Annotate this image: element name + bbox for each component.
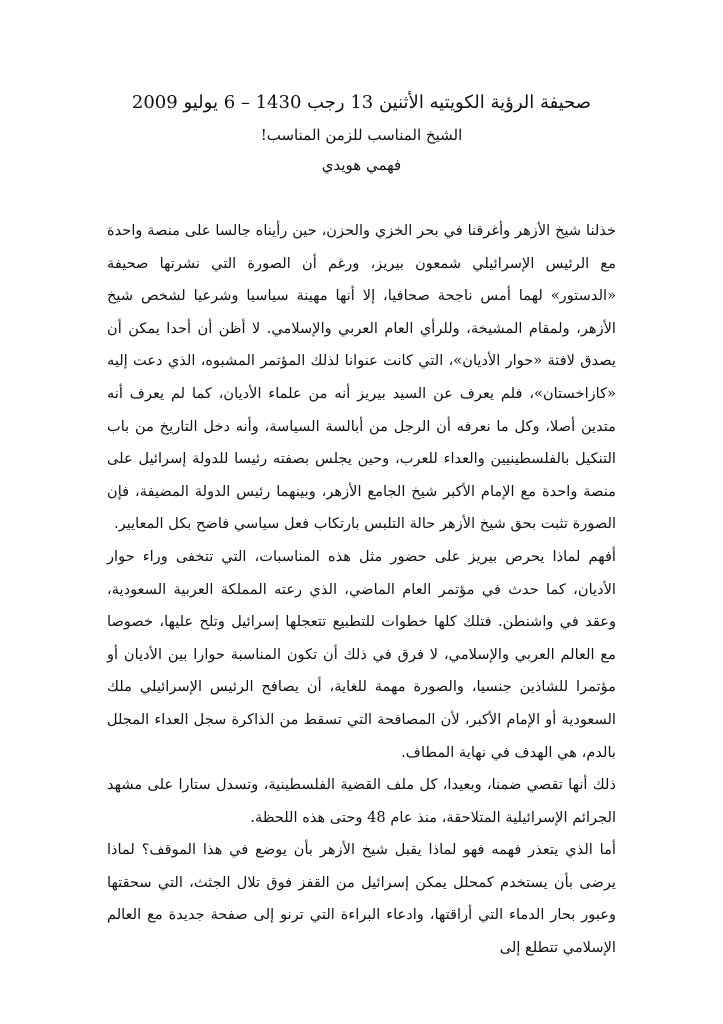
article-paragraph: أما الذي يتعذر فهمه فهو لماذا يقبل شيخ الأزهر بأن يوضع في هذا الموقف؟ لماذا يرضى بأن يستخدم كمحلل يمكن إسرائيل من القفز فوق تلال الجثث، التي سحقتها وعبور بحار الدماء التي أراقتها، وادعاء البراءة التي ترنو إلى صفحة جديدة مع العالم الإسلامي تتطلع إلى [107,841,616,957]
document-header [80,90,643,176]
article-title: الشيخ المناسب للزمن المناسب! [260,126,463,144]
newspaper-dateline: صحيفة الرؤية الكويتيه الأثنين 13 رجب 1430 – 6 يوليو 2009 [131,92,592,113]
article-paragraph: أفهم لماذا يحرص بيريز على حضور مثل هذه المناسبات، التي تتخفى وراء حوار الأديان، كما حدث في مؤتمر العام الماضي، الذي رعته المملكة العربية السعودية، وعقد في واشنطن. فتلك كلها خطوات للتطبيع تتعجلها إسرائيل وتلح عليها، خصوصا مع العالم العربي والإسلامي، لا فرق في ذلك أن تكون المناسبة حوارا بين الأديان أو مؤتمرا للشاذين جنسيا، والصورة مهمة للغاية، أن يصافح الرئيس الإسرائيلي ملك السعودية أو الإمام الأكبر، لأن المصافحة التي تسقط من الذاكرة سجل العداء المجلل بالدم، هي الهدف في نهاية المطاف. [107,547,616,761]
article-body [107,215,616,965]
article-paragraph: خذلنا شيخ الأزهر وأغرقنا في بحر الخزي والحزن، حين رأيناه جالسا على منصة واحدة مع الرئيس الإسرائيلي شمعون بيريز، ورغم أن الصورة التي نشرتها صحيفة «الدستور» لهما أمس ناجحة صحافيا، إلا أنها مهينة سياسيا وشرعيا لشخص شيخ الأزهر، ولمقام المشيخة، وللرأي العام العربي والإسلامي. لا أظن أن أحدا يمكن أن يصدق لافتة «حوار الأديان»، التي كانت عنوانا لذلك المؤتمر المشبوه، الذي دعت إليه «كازاخستان»، فلم يعرف عن السيد بيريز أنه من علماء الأديان، كما لم يعرف أنه متدين أصلا، وكل ما نعرفه أن الرجل من أبالسة السياسة، وأنه دخل التاريخ من باب التنكيل بالفلسطينيين والعداء للعرب، وحين يجلس بصفته رئيسا للدولة إسرائيل على منصة واحدة مع الإمام الأكبر شيخ الجامع الأزهر، وبينهما رئيس الدولة المضيفة، فإن الصورة تثبت بحق شيخ الأزهر حالة التلبس بارتكاب فعل سياسي فاضح بكل المعايير. [107,222,616,533]
article-author: فهمي هويدي [321,156,402,174]
article-paragraph: ذلك أنها تقصي ضمنا، وبعيدا، كل ملف القضية الفلسطينية، وتسدل ستارا على مشهد الجرائم الإسرائيلية المتلاحقة، منذ عام 48 وحتى هذه اللحظة. [107,776,616,826]
